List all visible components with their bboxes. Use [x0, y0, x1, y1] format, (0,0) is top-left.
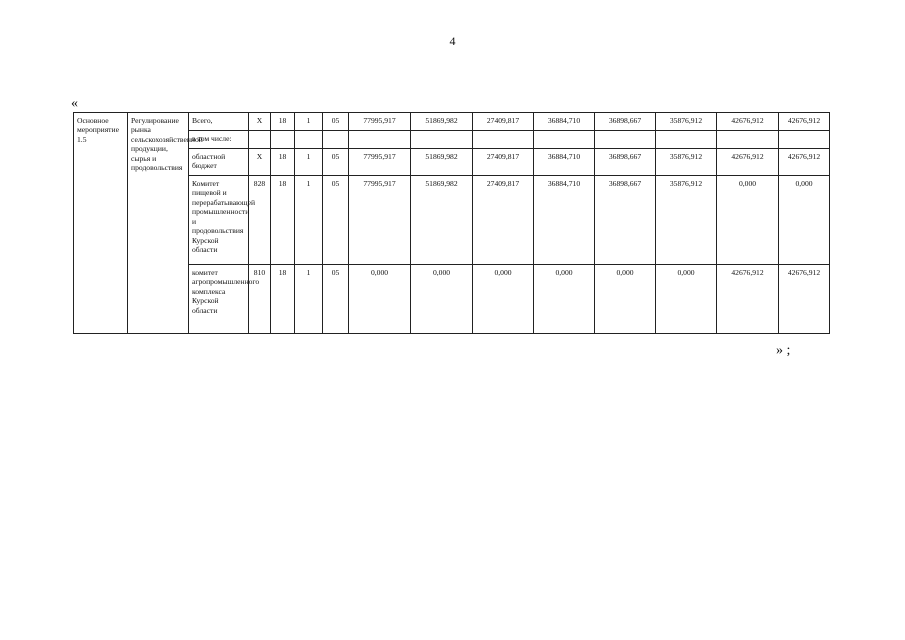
year-value-cell: 77995,917 [349, 176, 411, 265]
year-value-cell: 27409,817 [473, 113, 534, 131]
year-value-cell: 0,000 [656, 265, 717, 334]
year-value-cell: 42676,912 [717, 113, 779, 131]
year-value-cell: 36898,667 [595, 113, 656, 131]
event-code-cell: 05 [323, 265, 349, 334]
subprogram-code-cell: 1 [295, 113, 323, 131]
year-value-cell: 36898,667 [595, 176, 656, 265]
page-number: 4 [449, 34, 456, 48]
event-code-cell: 05 [323, 149, 349, 176]
year-value-cell: 35876,912 [656, 176, 717, 265]
year-value-cell: 35876,912 [656, 113, 717, 131]
event-title-cell: Регулирование рынка сельскохозяйственной продукции, сырья и продовольствия [128, 113, 189, 334]
year-value-cell: 36884,710 [534, 113, 595, 131]
year-value-cell: 0,000 [534, 265, 595, 334]
opening-quote: « [71, 96, 78, 111]
subprogram-code-cell: 1 [295, 149, 323, 176]
year-value-cell: 0,000 [349, 265, 411, 334]
year-value-cell [656, 131, 717, 149]
funding-source-cell: Всего, [189, 113, 249, 131]
grbs-code-cell: 810 [249, 265, 271, 334]
year-value-cell: 51869,982 [411, 149, 473, 176]
subprogram-code-cell: 1 [295, 265, 323, 334]
subprogram-code-cell: 1 [295, 176, 323, 265]
table-row [74, 113, 830, 131]
year-value-cell: 42676,912 [779, 265, 830, 334]
funding-source-cell: комитет агропромышленного комплекса Курской области [189, 265, 249, 334]
budget-table [73, 112, 830, 334]
event-code-cell [323, 131, 349, 149]
year-value-cell [779, 131, 830, 149]
year-value-cell [717, 131, 779, 149]
year-value-cell [473, 131, 534, 149]
grbs-code-cell: 828 [249, 176, 271, 265]
year-value-cell: 77995,917 [349, 149, 411, 176]
program-code-cell: 18 [271, 149, 295, 176]
event-code-cell: 05 [323, 176, 349, 265]
event-code-cell: 05 [323, 113, 349, 131]
year-value-cell: 0,000 [411, 265, 473, 334]
closing-quote: » ; [776, 343, 791, 358]
year-value-cell: 51869,982 [411, 113, 473, 131]
year-value-cell: 42676,912 [717, 149, 779, 176]
year-value-cell [534, 131, 595, 149]
year-value-cell: 27409,817 [473, 176, 534, 265]
year-value-cell [349, 131, 411, 149]
grbs-code-cell [249, 131, 271, 149]
year-value-cell [411, 131, 473, 149]
grbs-code-cell: X [249, 149, 271, 176]
year-value-cell: 36884,710 [534, 176, 595, 265]
year-value-cell: 0,000 [779, 176, 830, 265]
program-code-cell: 18 [271, 113, 295, 131]
year-value-cell: 36898,667 [595, 149, 656, 176]
year-value-cell: 36884,710 [534, 149, 595, 176]
subprogram-code-cell [295, 131, 323, 149]
funding-source-cell: Комитет пищевой и перерабатывающей промышленности и продовольствия Курской области [189, 176, 249, 265]
year-value-cell: 42676,912 [779, 113, 830, 131]
year-value-cell: 27409,817 [473, 149, 534, 176]
year-value-cell: 35876,912 [656, 149, 717, 176]
year-value-cell: 77995,917 [349, 113, 411, 131]
year-value-cell: 0,000 [717, 176, 779, 265]
year-value-cell: 0,000 [595, 265, 656, 334]
year-value-cell: 42676,912 [779, 149, 830, 176]
year-value-cell [595, 131, 656, 149]
program-code-cell: 18 [271, 265, 295, 334]
event-name-cell: Основное мероприятие 1.5 [74, 113, 128, 334]
program-code-cell: 18 [271, 176, 295, 265]
funding-source-cell: областной бюджет [189, 149, 249, 176]
funding-source-cell: в том числе: [189, 131, 249, 149]
grbs-code-cell: X [249, 113, 271, 131]
program-code-cell [271, 131, 295, 149]
year-value-cell: 42676,912 [717, 265, 779, 334]
year-value-cell: 51869,982 [411, 176, 473, 265]
year-value-cell: 0,000 [473, 265, 534, 334]
